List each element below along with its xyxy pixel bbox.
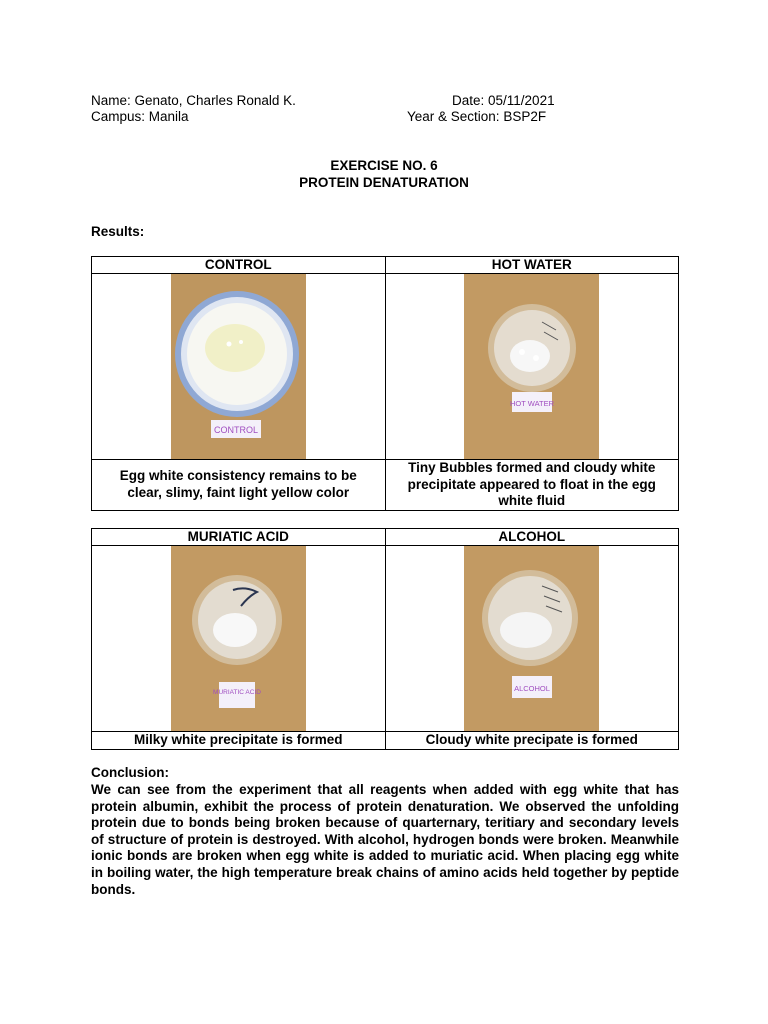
results-table-1 (91, 256, 679, 511)
control-tag-text: CONTROL (213, 425, 258, 435)
muriatic-acid-header: MURIATIC ACID (92, 529, 386, 546)
muriatic-acid-photo-cell (92, 546, 386, 732)
exercise-number: EXERCISE NO. 6 (330, 158, 438, 173)
control-description: Egg white consistency remains to be clear, slimy, faint light yellow color (92, 460, 386, 511)
exercise-title: PROTEIN DENATURATION (299, 175, 469, 190)
hot-water-beaker-photo (464, 274, 599, 459)
student-name: Name: Genato, Charles Ronald K. (91, 93, 296, 108)
hot-water-description: Tiny Bubbles formed and cloudy white precipitate appeared to float in the egg white fluid (385, 460, 679, 511)
campus: Campus: Manila (91, 109, 189, 124)
muriatic-acid-tag-text: MURIATIC ACID (212, 689, 261, 696)
alcohol-description: Cloudy white precipate is formed (385, 732, 679, 750)
alcohol-beaker-photo (464, 546, 599, 731)
muriatic-acid-beaker-photo (171, 546, 306, 731)
report-date: Date: 05/11/2021 (452, 93, 555, 108)
alcohol-photo-cell (385, 546, 679, 732)
conclusion-text: We can see from the experiment that all reagents when added with egg white that has protein albumin, exhibit the process of protein denaturation. We observed the unfolding protein due to bonds being broken because of quarternary, teritiary and secondary levels of structure of protein is destroyed. With alcohol, hydrogen bonds were broken. Meanwhile ionic bonds are broken when egg white is added to muriatic acid. When placing egg white in boiling water, the high temperature break chains of amino acids held together by peptide bonds. (91, 782, 679, 897)
results-table-2 (91, 528, 679, 750)
control-header: CONTROL (92, 257, 386, 274)
hot-water-header: HOT WATER (385, 257, 679, 274)
results-label: Results: (91, 224, 145, 239)
control-photo-cell (92, 274, 386, 460)
muriatic-acid-description: Milky white precipitate is formed (92, 732, 386, 750)
control-bowl-photo (171, 274, 306, 459)
alcohol-header: ALCOHOL (385, 529, 679, 546)
conclusion-label: Conclusion: (91, 765, 169, 780)
hot-water-photo-cell (385, 274, 679, 460)
hot-water-tag-text: HOT WATER (510, 399, 555, 408)
alcohol-tag-text: ALCOHOL (514, 684, 551, 693)
year-section: Year & Section: BSP2F (407, 109, 547, 124)
